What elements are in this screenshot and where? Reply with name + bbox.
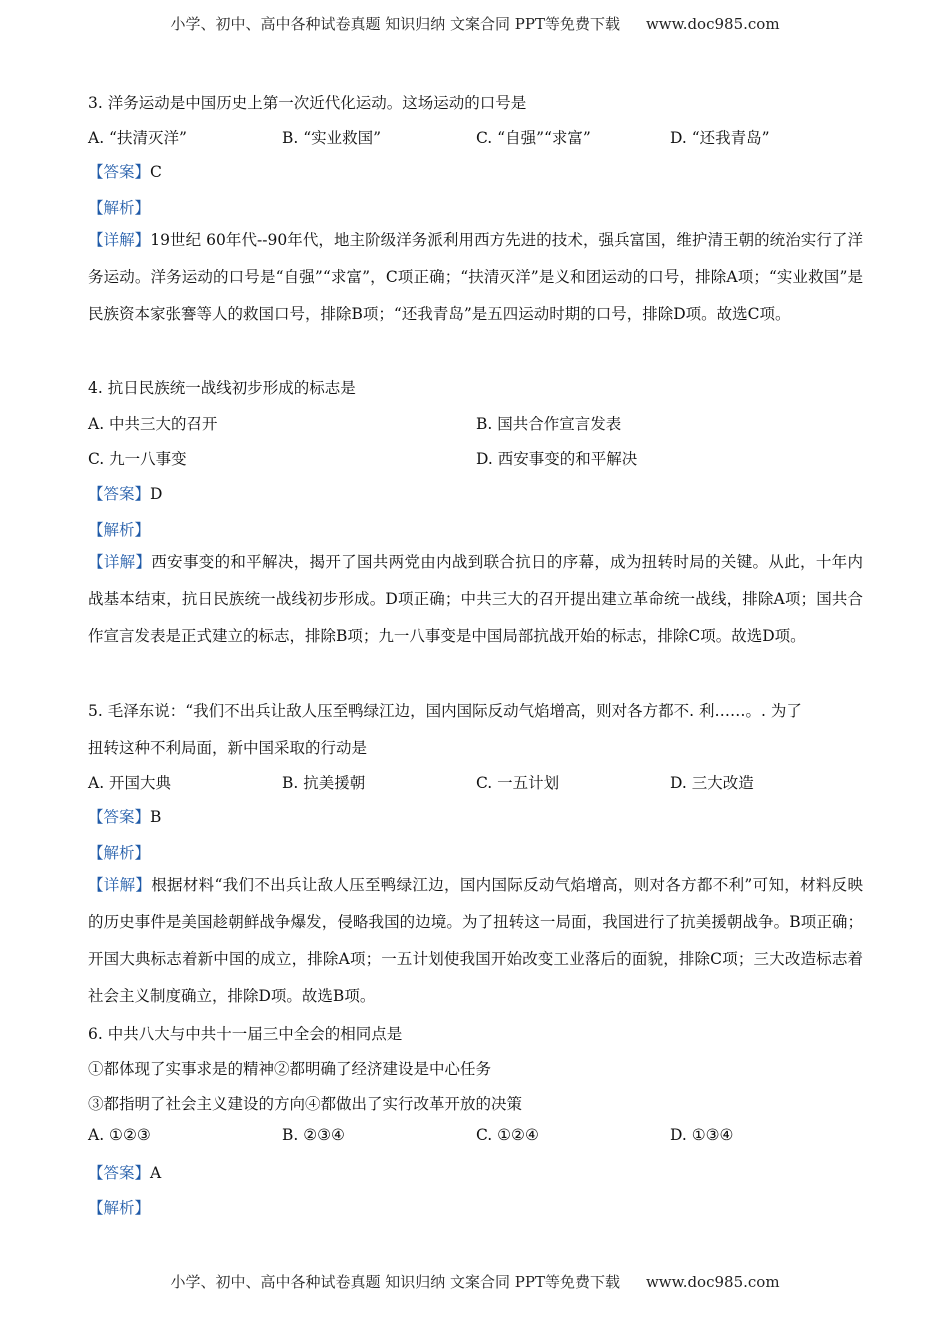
q4-option-c: C. 九一八事变 bbox=[88, 450, 187, 468]
q5-detail bbox=[88, 867, 863, 1015]
q3-option-b: B. “实业救国” bbox=[282, 129, 382, 147]
q3-option-c: C. “自强”“求富” bbox=[476, 129, 591, 147]
q3-stem: 3. 洋务运动是中国历史上第一次近代化运动。这场运动的口号是 bbox=[88, 94, 527, 112]
footer-site[interactable]: www.doc985.com bbox=[645, 1273, 780, 1291]
q5-option-c: C. 一五计划 bbox=[476, 774, 560, 792]
q4-option-b: B. 国共合作宣言发表 bbox=[476, 415, 622, 433]
detail-label: 【详解】 bbox=[88, 876, 152, 894]
q6-option-d: D. ①③④ bbox=[670, 1126, 734, 1144]
answer-value: D bbox=[150, 485, 163, 503]
detail-label: 【详解】 bbox=[88, 231, 151, 249]
detail-label: 【详解】 bbox=[88, 553, 152, 571]
q6-option-a: A. ①②③ bbox=[88, 1126, 151, 1144]
q5-option-d: D. 三大改造 bbox=[670, 774, 754, 792]
q6-option-b: B. ②③④ bbox=[282, 1126, 345, 1144]
detail-text: 19世纪 60年代--90年代，地主阶级洋务派利用西方先进的技术，强兵富国，维护清王朝的统治实行了洋务运动。洋务运动的口号是“自强”“求富”，C项正确；“扶清灭洋”是义和团运动的口号，排除A项；“实业救国”是民族资本家张謇等人的救国口号，排除B项；“还我青岛”是五四运动时期的口号，排除D项。故选C项。 bbox=[88, 231, 863, 323]
detail-text: 根据材料“我们不出兵让敌人压至鸭绿江边，国内国际反动气焰增高，则对各方都不利”可知，材料反映的历史事件是美国趁朝鲜战争爆发，侵略我国的边境。为了扭转这一局面，我国进行了抗美援朝战争。B项正确；开国大典标志着新中国的成立，排除A项；一五计划使我国开始改变工业落后的面貌，排除C项；三大改造标志着社会主义制度确立，排除D项。故选B项。 bbox=[88, 876, 863, 1005]
q4-answer bbox=[88, 482, 162, 504]
answer-value: C bbox=[150, 163, 162, 181]
q4-stem: 4. 抗日民族统一战线初步形成的标志是 bbox=[88, 379, 356, 397]
header-text: 小学、初中、高中各种试卷真题 知识归纳 文案合同 PPT等免费下载 bbox=[170, 15, 620, 33]
q5-analysis-label: 【解析】 bbox=[88, 844, 151, 862]
answer-label: 【答案】 bbox=[88, 163, 151, 181]
q6-option-c: C. ①②④ bbox=[476, 1126, 539, 1144]
q3-option-a: A. “扶清灭洋” bbox=[88, 129, 187, 147]
footer-text: 小学、初中、高中各种试卷真题 知识归纳 文案合同 PPT等免费下载 bbox=[170, 1273, 620, 1291]
q5-stem-line2: 扭转这种不利局面，新中国采取的行动是 bbox=[88, 739, 368, 757]
q4-option-a: A. 中共三大的召开 bbox=[88, 415, 218, 433]
answer-value: B bbox=[150, 808, 162, 826]
q4-option-d: D. 西安事变的和平解决 bbox=[476, 450, 638, 468]
answer-label: 【答案】 bbox=[88, 808, 151, 826]
header-site[interactable]: www.doc985.com bbox=[645, 15, 780, 33]
q3-answer bbox=[88, 160, 162, 182]
q5-option-b: B. 抗美援朝 bbox=[282, 774, 366, 792]
detail-text: 西安事变的和平解决，揭开了国共两党由内战到联合抗日的序幕，成为扭转时局的关键。从此，十年内战基本结束，抗日民族统一战线初步形成。D项正确；中共三大的召开提出建立革命统一战线，排除A项；国共合作宣言发表是正式建立的标志，排除B项；九一八事变是中国局部抗战开始的标志，排除C项。故选D项。 bbox=[88, 553, 863, 645]
q6-stem: 6. 中共八大与中共十一届三中全会的相同点是 bbox=[88, 1025, 403, 1043]
answer-label: 【答案】 bbox=[88, 1164, 151, 1182]
page-header bbox=[0, 13, 950, 34]
q3-analysis-label: 【解析】 bbox=[88, 199, 151, 217]
q3-option-d: D. “还我青岛” bbox=[670, 129, 770, 147]
q6-items-2: ③都指明了社会主义建设的方向④都做出了实行改革开放的决策 bbox=[88, 1095, 523, 1113]
q6-items-1: ①都体现了实事求是的精神②都明确了经济建设是中心任务 bbox=[88, 1060, 492, 1078]
q3-detail bbox=[88, 222, 863, 333]
q4-analysis-label: 【解析】 bbox=[88, 521, 151, 539]
q4-detail bbox=[88, 544, 863, 655]
q5-stem-line1: 5. 毛泽东说：“我们不出兵让敌人压至鸭绿江边，国内国际反动气焰增高，则对各方都不. 利……。. 为了 bbox=[88, 702, 802, 720]
q6-analysis-label: 【解析】 bbox=[88, 1199, 151, 1217]
answer-label: 【答案】 bbox=[88, 485, 151, 503]
q5-answer bbox=[88, 805, 161, 827]
answer-value: A bbox=[150, 1164, 162, 1182]
q5-option-a: A. 开国大典 bbox=[88, 774, 172, 792]
q6-answer bbox=[88, 1161, 161, 1183]
page-footer bbox=[0, 1271, 950, 1292]
